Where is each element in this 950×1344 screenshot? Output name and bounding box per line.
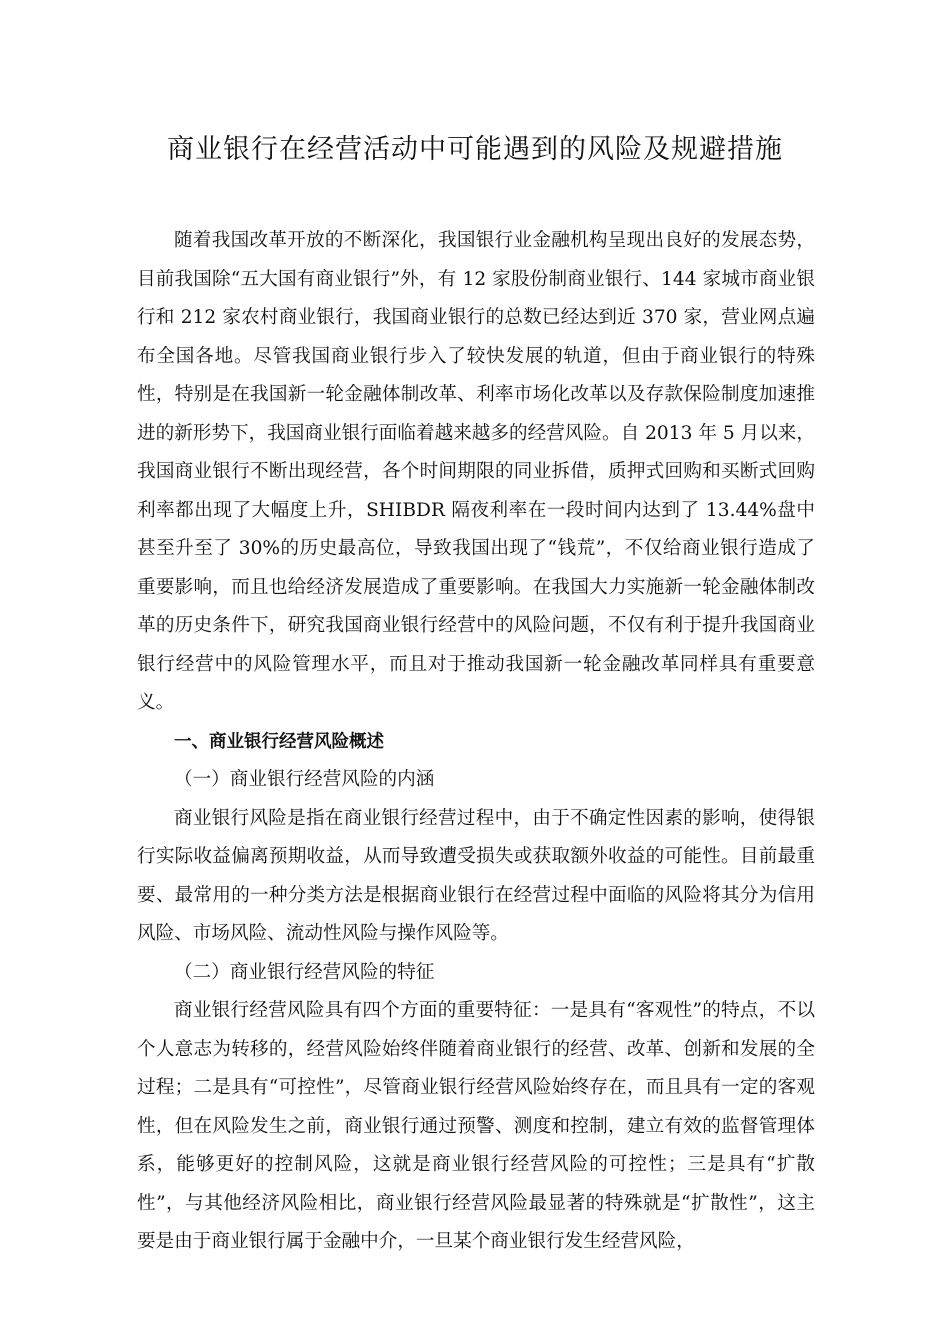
intro-paragraph: 随着我国改革开放的不断深化，我国银行业金融机构呈现出良好的发展态势，目前我国除“五大国有商业银行”外，有 12 家股份制商业银行、144 家城市商业银行和 212 家农村商业银行，我国商业银行的总数已经达到近 370 家，营业网点遍布全国各地。尽管我国商业银行步入了较快发展的轨道，但由于商业银行的特殊性，特别是在我国新一轮金融体制改革、利率市场化改革以及存款保险制度加速推进的新形势下，我国商业银行面临着越来越多的经营风险。自 2013 年 5 月以来，我国商业银行不断出现经营，各个时间期限的同业拆借，质押式回购和买断式回购利率都出现了大幅度上升，SHIBDR 隔夜利率在一段时间内达到了 13.44%盘中甚至升至了 30%的历史最高位，导致我国出现了“钱荒”，不仅给商业银行造成了重要影响，而且也给经济发展造成了重要影响。在我国大力实施新一轮金融体制改革的历史条件下，研究我国商业银行经营中的风险问题，不仅有利于提升我国商业银行经营中的风险管理水平，而且对于推动我国新一轮金融改革同样具有重要意义。	[137, 230, 815, 713]
subsection-heading-1: （一）商业银行经营风险的内涵	[174, 769, 435, 790]
features-paragraph: 商业银行经营风险具有四个方面的重要特征：一是具有“客观性”的特点，不以个人意志为转移的，经营风险始终伴随着商业银行的经营、改革、创新和发展的全过程；二是具有“可控性”，尽管商业银行经营风险始终存在，而且具有一定的客观性，但在风险发生之前，商业银行通过预警、测度和控制，建立有效的监督管理体系，能够更好的控制风险，这就是商业银行经营风险的可控性；三是具有“扩散性”，与其他经济风险相比，商业银行经营风险最显著的特殊就是“扩散性”，这主要是由于商业银行属于金融中介，一旦某个商业银行发生经营风险，	[137, 1000, 815, 1252]
subsection-heading-2: （二）商业银行经营风险的特征	[174, 961, 435, 983]
document-body	[137, 222, 815, 1262]
document-title: 商业银行在经营活动中可能遇到的风险及规避措施	[167, 134, 783, 165]
section-heading: 一、商业银行经营风险概述	[174, 731, 384, 752]
definition-paragraph: 商业银行风险是指在商业银行经营过程中，由于不确定性因素的影响，使得银行实际收益偏离预期收益，从而导致遭受损失或获取额外收益的可能性。目前最重要、最常用的一种分类方法是根据商业银行在经营过程中面临的风险将其分为信用风险、市场风险、流动性风险与操作风险等。	[137, 807, 815, 944]
